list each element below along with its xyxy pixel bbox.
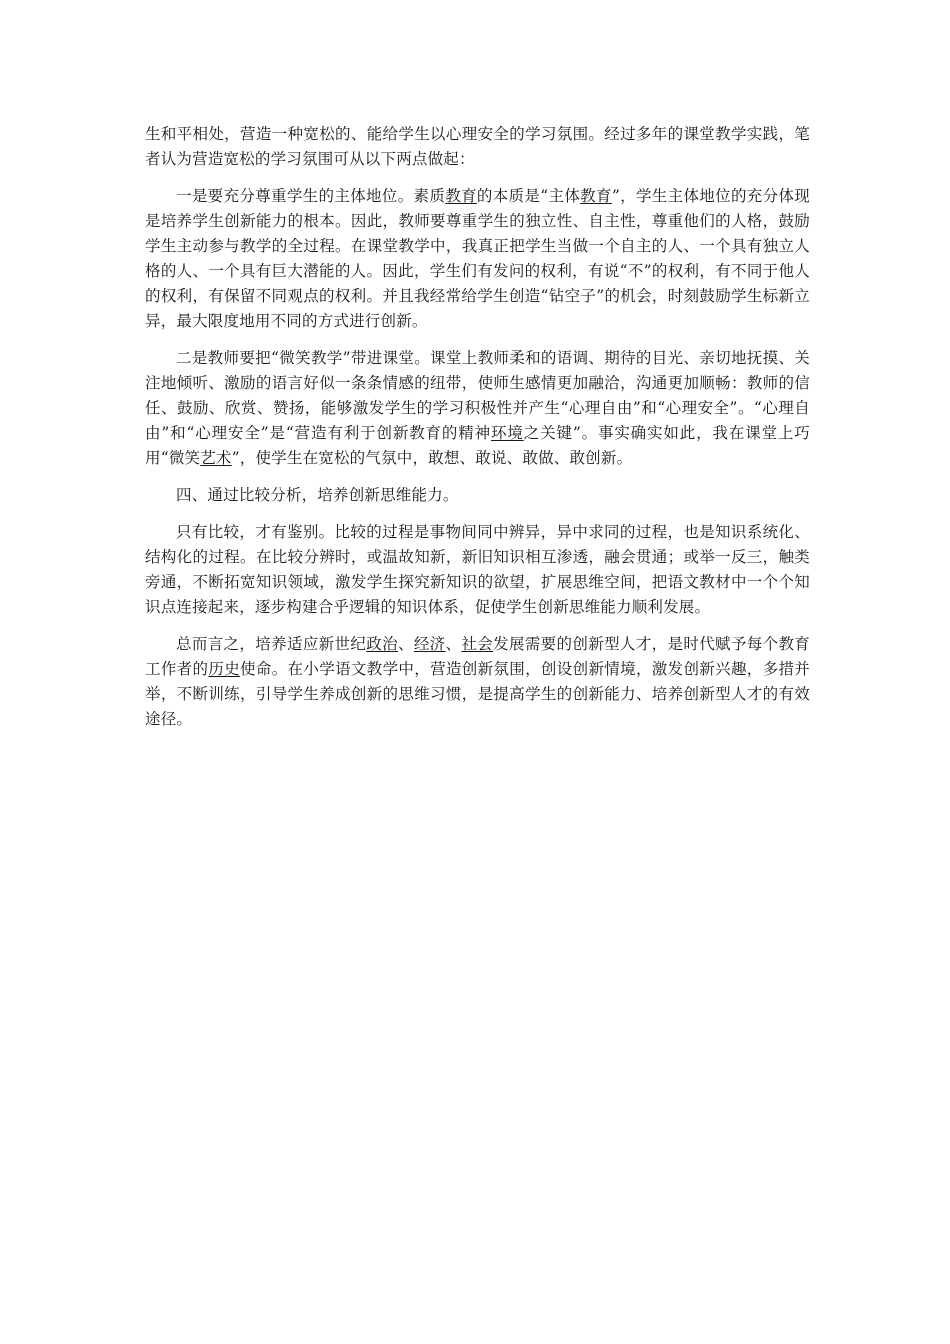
text-run: 总而言之，培养适应新世纪 [176,635,367,653]
text-run: ”，使学生在宽松的气氛中，敢想、敢说、敢做、敢创新。 [231,449,633,467]
text-run: 、 [445,635,462,653]
text-run: 一是要充分尊重学生的主体地位。素质 [176,187,446,205]
paragraph [145,632,810,732]
text-run: 二是教师要把“微笑教学”带进课堂。课堂上教师柔和的语调、期待的目光、亲切地抚摸、关注地倾听、激励的语言好似一条条情感的纽带，使师生感情更加融洽，沟通更加顺畅：教师的信任、鼓励、欣赏、赞扬，能够激发学生的学习积极性并产生“心理自由”和“心理安全”。“心理自由”和“心理安全”是“营造有利于创新教育的精神 [145,349,810,442]
document-body [145,122,810,744]
inline-link[interactable]: 教育 [580,187,612,205]
text-run: 之关键”。事实确实如此，我在课堂上巧用“微笑 [145,424,810,467]
inline-link[interactable]: 历史 [208,660,241,678]
paragraph [145,483,810,508]
text-run: 使命。在小学语文教学中，营造创新氛围，创设创新情境，激发创新兴趣，多措并举，不断训练，引导学生养成创新的思维习惯，是提高学生的创新能力、培养创新型人才的有效途径。 [145,660,811,728]
inline-link[interactable]: 艺术 [200,449,232,467]
text-run: 只有比较，才有鉴别。比较的过程是事物间同中辨异，异中求同的过程，也是知识系统化、结构化的过程。在比较分辨时，或温故知新，新旧知识相互渗透，融会贯通；或举一反三，触类旁通，不断拓宽知识领域，激发学生探究新知识的欲望，扩展思维空间，把语文教材中一个个知识点连接起来，逐步构建合乎逻辑的知识体系，促使学生创新思维能力顺利发展。 [145,523,810,616]
inline-link[interactable]: 政治 [366,635,398,653]
inline-link[interactable]: 经济 [413,635,446,653]
inline-link[interactable]: 环境 [491,424,524,442]
text-run: 四、通过比较分析，培养创新思维能力。 [176,486,459,504]
text-run: 的本质是“主体 [476,187,581,205]
text-run: ”，学生主体地位的充分体现是培养学生创新能力的根本。因此，教师要尊重学生的独立性、自主性，尊重他们的人格，鼓励学生主动参与教学的全过程。在课堂教学中，我真正把学生当做一个自主的人、一个具有独立人格的人、一个具有巨大潜能的人。因此，学生们有发问的权利，有说“不”的权利，有不同于他人的权利，有保留不同观点的权利。并且我经常给学生创造“钻空子”的机会，时刻鼓励学生标新立异，最大限度地用不同的方式进行创新。 [145,187,810,330]
paragraph [145,122,810,172]
paragraph [145,346,810,471]
inline-link[interactable]: 教育 [445,187,477,205]
text-run: 生和平相处，营造一种宽松的、能给学生以心理安全的学习氛围。经过多年的课堂教学实践，笔者认为营造宽松的学习氛围可从以下两点做起： [145,125,810,168]
inline-link[interactable]: 社会 [461,635,494,653]
text-run: 发展需要的创新型人才，是时代赋予每个教育工作者的 [145,635,811,678]
paragraph [145,520,810,620]
paragraph [145,184,810,334]
text-run: 、 [397,635,414,653]
